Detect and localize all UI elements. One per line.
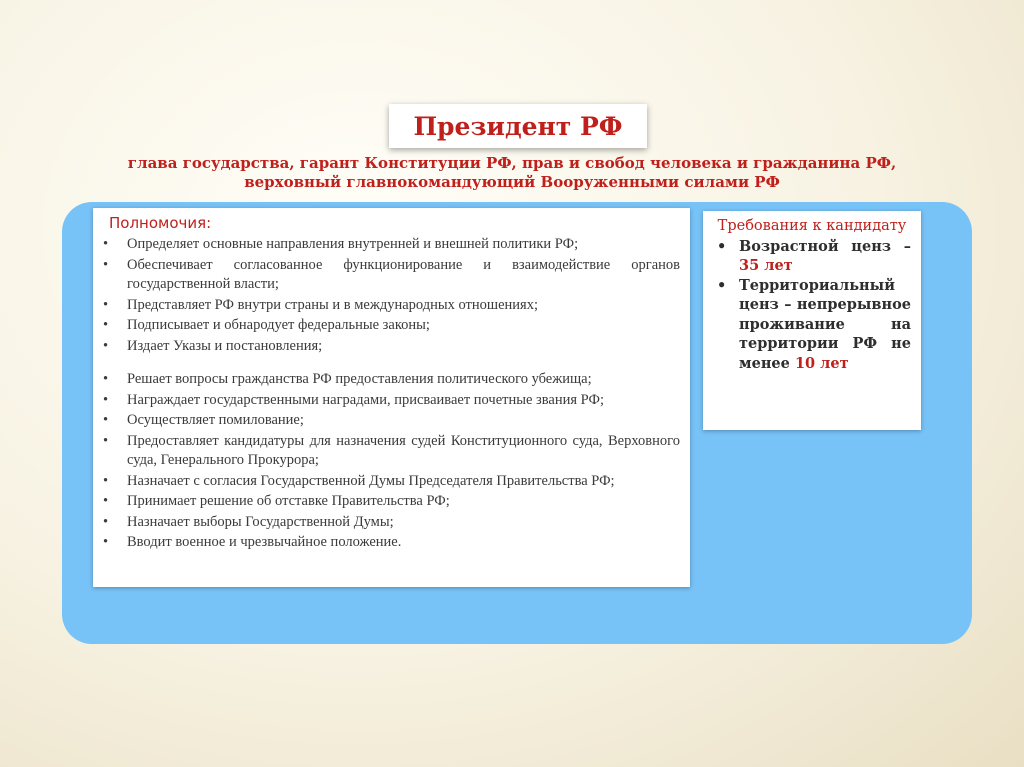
bullet-icon: •: [103, 317, 109, 333]
list-item: [103, 492, 680, 512]
list-item: [103, 472, 680, 492]
bullet-icon: •: [103, 513, 109, 530]
bullet-icon: •: [103, 371, 109, 387]
list-item: [103, 411, 680, 431]
page-title: Президент РФ: [389, 104, 647, 148]
subtitle-line-1: глава государства, гарант Конституции РФ, прав и свобод человека и гражданина РФ,: [127, 154, 897, 172]
bullet-icon: •: [103, 534, 109, 550]
list-item: [103, 533, 680, 553]
requirement-age: [713, 237, 911, 276]
list-item-text: Подписывает и обнародует федеральные законы;: [127, 317, 430, 333]
list-item-text: Предоставляет кандидатуры для назначения судей Конституционного суда, Верховного суда, Генерального Прокурора;: [127, 432, 680, 468]
list-item: [103, 337, 680, 357]
list-item: [103, 316, 680, 336]
list-item: [103, 256, 680, 295]
requirements-list: [713, 237, 911, 374]
requirement-residence-text: Территориальный ценз – непрерывное проживание на территории РФ не менее: [739, 276, 911, 372]
list-item-text: Обеспечивает согласованное функционирование и взаимодействие органов государственной власти;: [127, 256, 680, 292]
bullet-icon: •: [103, 337, 109, 354]
bullet-icon: •: [103, 296, 109, 313]
list-item-text: Награждает государственными наградами, присваивает почетные звания РФ;: [127, 391, 604, 408]
bullet-icon: •: [103, 472, 109, 489]
bullet-icon: •: [103, 236, 109, 252]
bullet-icon: •: [103, 256, 109, 273]
list-item-text: Вводит военное и чрезвычайное положение.: [127, 534, 402, 550]
bullet-icon: •: [103, 493, 109, 509]
requirements-box: [703, 211, 921, 430]
bullet-icon: •: [103, 412, 109, 428]
subtitle: [60, 154, 964, 192]
list-item-text: Представляет РФ внутри страны и в международных отношениях;: [127, 296, 538, 313]
list-item-text: Назначает с согласия Государственной Думы Председателя Правительства РФ;: [127, 472, 615, 489]
bullet-icon: •: [717, 276, 727, 294]
requirements-heading: Требования к кандидату: [717, 218, 907, 234]
powers-heading: Полномочия:: [109, 214, 212, 232]
requirement-age-value: 35 лет: [739, 257, 793, 274]
list-item-text: Принимает решение об отставке Правительства РФ;: [127, 493, 450, 509]
list-item-text: Осуществляет помилование;: [127, 412, 304, 428]
subtitle-line-2: верховный главнокомандующий Вооруженными силами РФ: [244, 173, 780, 191]
bullet-icon: •: [103, 432, 109, 449]
list-item: [103, 296, 680, 316]
list-item: [103, 432, 680, 471]
powers-box: [93, 208, 690, 587]
bullet-icon: •: [717, 237, 727, 255]
powers-list: [103, 235, 680, 553]
list-item-text: Решает вопросы гражданства РФ предоставления политического убежища;: [127, 371, 592, 387]
list-item: [103, 513, 680, 533]
requirement-age-text: Возрастной ценз –: [739, 237, 911, 255]
list-item-text: Назначает выборы Государственной Думы;: [127, 513, 394, 530]
list-item-text: Издает Указы и постановления;: [127, 337, 323, 354]
bullet-icon: •: [103, 391, 109, 408]
requirement-residence: [713, 276, 911, 374]
list-item: [103, 391, 680, 411]
list-item: [103, 235, 680, 255]
requirement-residence-value: 10 лет: [794, 354, 849, 372]
list-item-text: Определяет основные направления внутренней и внешней политики РФ;: [127, 236, 579, 252]
list-item: [103, 370, 680, 390]
